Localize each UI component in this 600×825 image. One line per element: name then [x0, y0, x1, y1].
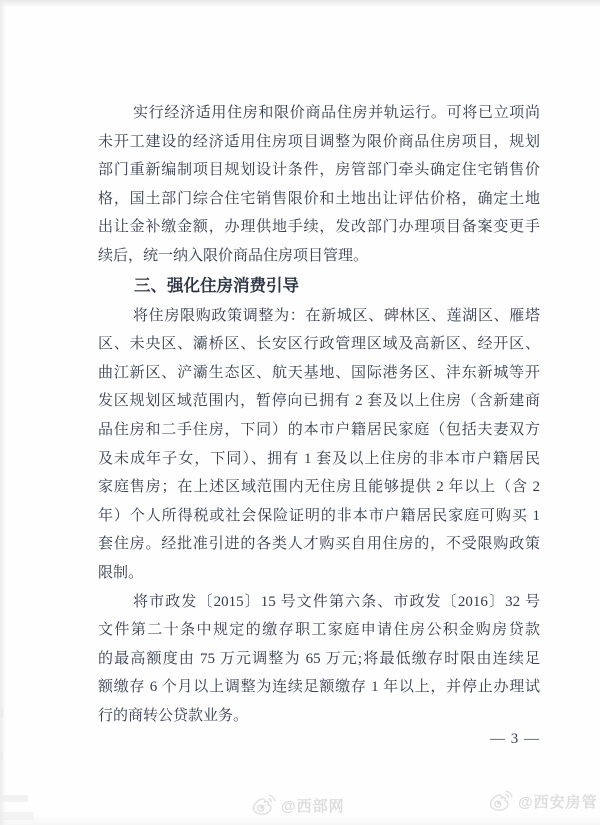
doc-line: 额缴存 6 个月以上调整为连续足额缴存 1 年以上，并停止办理试 [98, 679, 540, 696]
doc-line: 区、未央区、灞桥区、长安区行政管理区域及高新区、经开区、 [98, 336, 540, 353]
section-heading: 三、强化住房消费引导 [134, 276, 299, 295]
doc-line: 的最高额度由 75 万元调整为 65 万元;将最低缴存时限由连续足 [98, 650, 540, 667]
doc-line: 发区规划区域范围内，暂停向已拥有 2 套及以上住房（含新建商 [98, 393, 540, 410]
doc-line: 品住房和二手住房，下同）的本市户籍居民家庭（包括夫妻双方 [98, 421, 540, 438]
weibo-icon [487, 790, 513, 812]
doc-line: 续后，统一纳入限价商品住房项目管理。 [98, 247, 369, 264]
doc-line: 格，国土部门综合住宅销售限价和土地出让评估价格，确定土地 [98, 190, 540, 207]
doc-line: 出让金补缴金额，办理供地手续，发改部门办理项目备案变更手 [98, 219, 540, 236]
doc-line: 年）个人所得税或社会保险证明的非本市户籍居民家庭可购买 1 [98, 507, 540, 524]
doc-line: 文件第二十条中规定的缴存职工家庭申请住房公积金购房贷款 [98, 622, 540, 639]
scan-artifact [0, 708, 3, 718]
doc-line: 实行经济适用住房和限价商品住房并轨运行。可将已立项尚 [133, 105, 540, 121]
doc-line: 限制。 [98, 564, 144, 581]
doc-line: 将住房限购政策调整为：在新城区、碑林区、莲湖区、雁塔 [133, 307, 540, 324]
document-body [98, 99, 540, 730]
weibo-icon [250, 794, 276, 816]
watermark-handle: @西安房管 [518, 793, 598, 811]
doc-line: 及未成年子女，下同）、拥有 1 套及以上住房的非本市户籍居民 [98, 450, 540, 467]
doc-line: 家庭售房；在上述区域范围内无住房且能够提供 2 年以上（含 2 [98, 479, 540, 496]
scan-artifact [2, 795, 28, 802]
doc-line: 未开工建设的经济适用住房项目调整为限价商品住房项目，规划 [98, 133, 540, 150]
doc-line: 曲江新区、浐灞生态区、航天基地、国际港务区、沣东新城等开 [98, 364, 540, 381]
doc-line: 部门重新编制项目规划设计条件，房管部门牵头确定住宅销售价 [98, 162, 540, 179]
page-number: — 3 — [490, 731, 540, 747]
watermark-handle: @西部网 [281, 797, 345, 815]
watermark-left [250, 794, 345, 816]
watermark-right [487, 790, 598, 812]
doc-line: 套住房。经批准引进的各类人才购买自用住房的，不受限购政策 [98, 536, 540, 553]
doc-line: 将市政发〔2015〕15 号文件第六条、市政发〔2016〕32 号 [133, 593, 540, 610]
doc-line: 行的商转公贷款业务。 [98, 707, 249, 724]
scan-artifact [0, 812, 34, 820]
scan-artifact [0, 752, 3, 760]
